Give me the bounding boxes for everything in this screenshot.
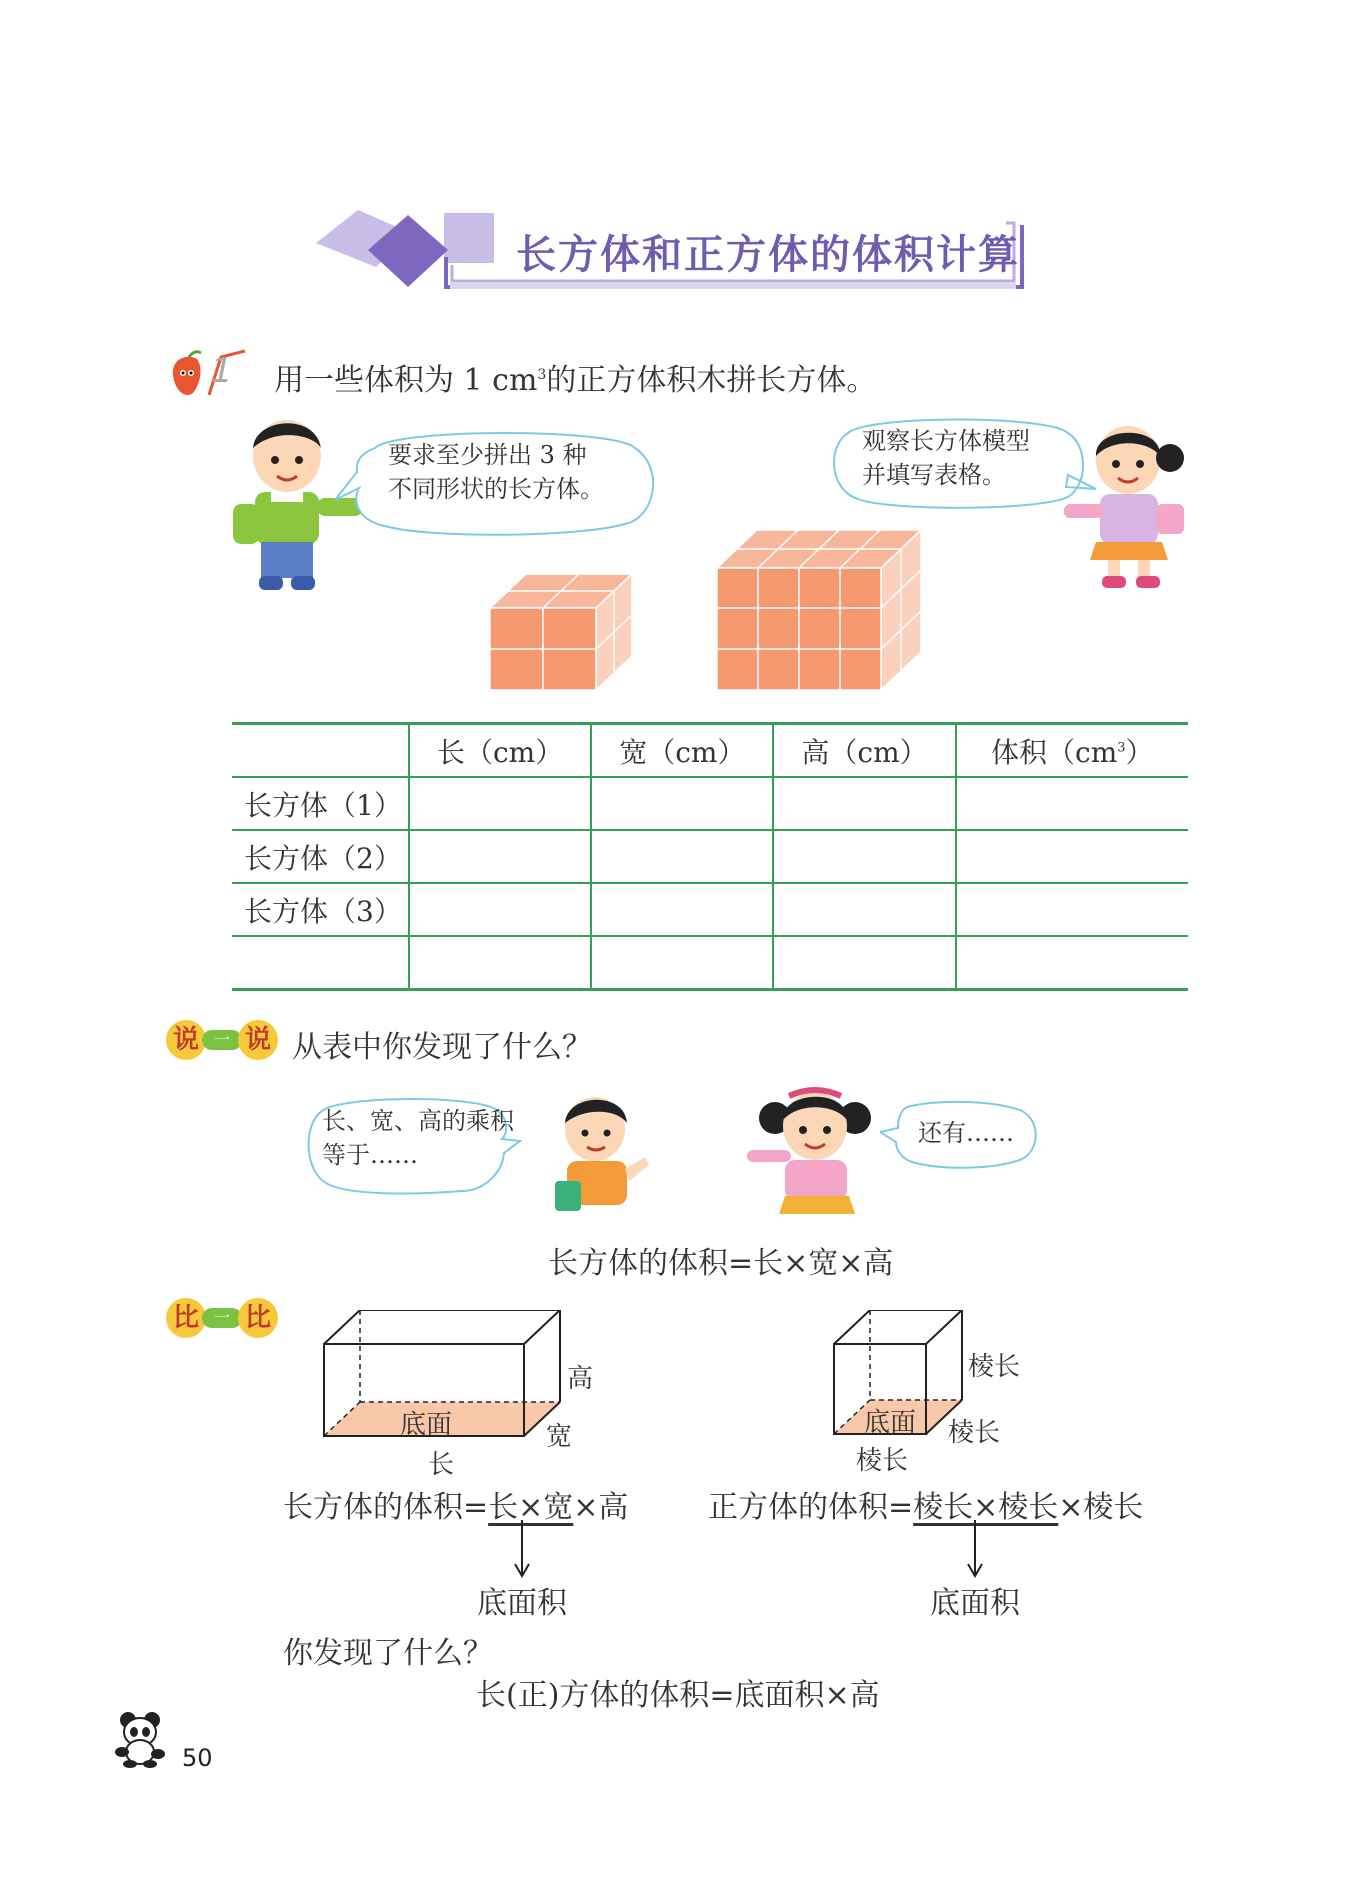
table-cell-input[interactable] [773,777,955,830]
bubble-girl1-line2: 并填写表格。 [862,461,1006,489]
table-header-cell [232,724,409,778]
cube-label-edge-side: 棱长 [948,1418,1001,1448]
table-cell-input[interactable] [409,883,591,936]
bubble-boy1-text [388,438,604,506]
cuboid-formula-prefix: 长方体的体积= [283,1490,489,1525]
bubble-girl1-text [862,424,1030,492]
cuboid-formula [283,1482,628,1526]
cube-label-edge-bottom: 棱长 [856,1446,909,1476]
table-cell-input[interactable] [591,830,773,883]
table-row [232,883,1188,936]
cuboid-formula-underlined: 长×宽 [488,1490,574,1525]
bubble-boy2-text [322,1104,514,1172]
cuboid-label-width: 宽 [546,1422,573,1452]
header-volume-sup: 3 [1117,740,1126,756]
problem-text-before: 用一些体积为 1 cm [274,363,538,398]
table-header-cell: 高（cm） [773,724,955,778]
talk-badge-char1: 说 [166,1020,206,1060]
page-number: 50 [182,1744,213,1772]
table-cell-input[interactable] [773,936,955,990]
bubble-boy1-line2: 不同形状的长方体。 [388,475,604,503]
table-cell-input[interactable] [956,883,1188,936]
table-cell-input[interactable] [591,883,773,936]
table-cell-input[interactable] [956,777,1188,830]
talk-badge [166,1020,278,1060]
arrow-down-icon [965,1520,985,1578]
cuboid-label-bottom: 底面 [400,1410,453,1440]
table-header-row [232,724,1188,778]
cuboid-label-length: 长 [428,1450,455,1480]
table-cell-input[interactable] [409,830,591,883]
cube-formula [708,1482,1143,1526]
table-header-cell: 宽（cm） [591,724,773,778]
page-title: 长方体和正方体的体积计算 [516,232,1020,278]
girl-with-bow-illustration [745,1078,885,1218]
table-cell-input[interactable] [773,883,955,936]
bubble-boy2-line2: 等于…… [322,1141,418,1169]
problem-text-sup: 3 [537,367,547,383]
cuboid-volume-formula: 长方体的体积=长×宽×高 [548,1246,894,1281]
bubble-girl2-text: 还有…… [918,1119,1014,1147]
boy-with-book-illustration [545,1085,655,1215]
compare-badge-char1: 比 [166,1298,206,1338]
data-table [232,722,1188,991]
cuboid-model-small [488,558,636,692]
table-cell: 长方体（1） [232,777,409,830]
problem-number: 1 [211,351,233,391]
cuboid-model-large [715,528,925,693]
panda-icon [110,1708,170,1768]
title-banner [316,205,1036,295]
table-cell-input[interactable] [591,777,773,830]
table-row [232,936,1188,990]
problem-text [274,355,876,399]
problem-text-after: 的正方体积木拼长方体。 [546,363,877,398]
cube-label-bottom: 底面 [864,1408,917,1438]
talk-badge-char2: 一 [202,1030,242,1050]
conclusion-formula: 长(正)方体的体积=底面积×高 [476,1678,880,1713]
cuboid-base-area: 底面积 [477,1586,567,1621]
compare-badge [166,1298,278,1338]
cube-formula-prefix: 正方体的体积= [708,1490,914,1525]
cube-formula-underlined: 棱长×棱长 [913,1490,1059,1525]
cuboid-label-height: 高 [567,1364,594,1394]
table-cell-input[interactable] [956,830,1188,883]
cube-label-edge-right: 棱长 [968,1352,1021,1382]
header-volume-close: ） [1125,735,1154,769]
table-cell-input[interactable] [409,777,591,830]
table-header-cell: 长（cm） [409,724,591,778]
cuboid-formula-suffix: ×高 [573,1490,629,1525]
table-cell: 长方体（3） [232,883,409,936]
compare-badge-char3: 比 [238,1298,278,1338]
table-cell-input[interactable] [232,936,409,990]
table-cell-input[interactable] [956,936,1188,990]
table-row [232,777,1188,830]
talk-question: 从表中你发现了什么？ [292,1030,592,1065]
bubble-girl1-line1: 观察长方体模型 [862,427,1030,455]
bubble-boy1-line1: 要求至少拼出 3 种 [388,441,587,469]
cube-base-area: 底面积 [930,1586,1020,1621]
compare-badge-char2: 一 [202,1308,242,1328]
arrow-down-icon [512,1520,532,1578]
table-header-cell [956,724,1188,778]
header-volume-text: 体积（cm [991,735,1118,769]
table-cell-input[interactable] [591,936,773,990]
talk-badge-char3: 说 [238,1020,278,1060]
table-row [232,830,1188,883]
problem-number-badge [163,345,247,403]
cube-formula-suffix: ×棱长 [1058,1490,1144,1525]
table-cell-input[interactable] [773,830,955,883]
bubble-boy2-line1: 长、宽、高的乘积 [322,1107,514,1135]
girl-illustration [1058,412,1193,592]
table-cell: 长方体（2） [232,830,409,883]
discovery-question: 你发现了什么？ [283,1636,493,1671]
table-cell-input[interactable] [409,936,591,990]
